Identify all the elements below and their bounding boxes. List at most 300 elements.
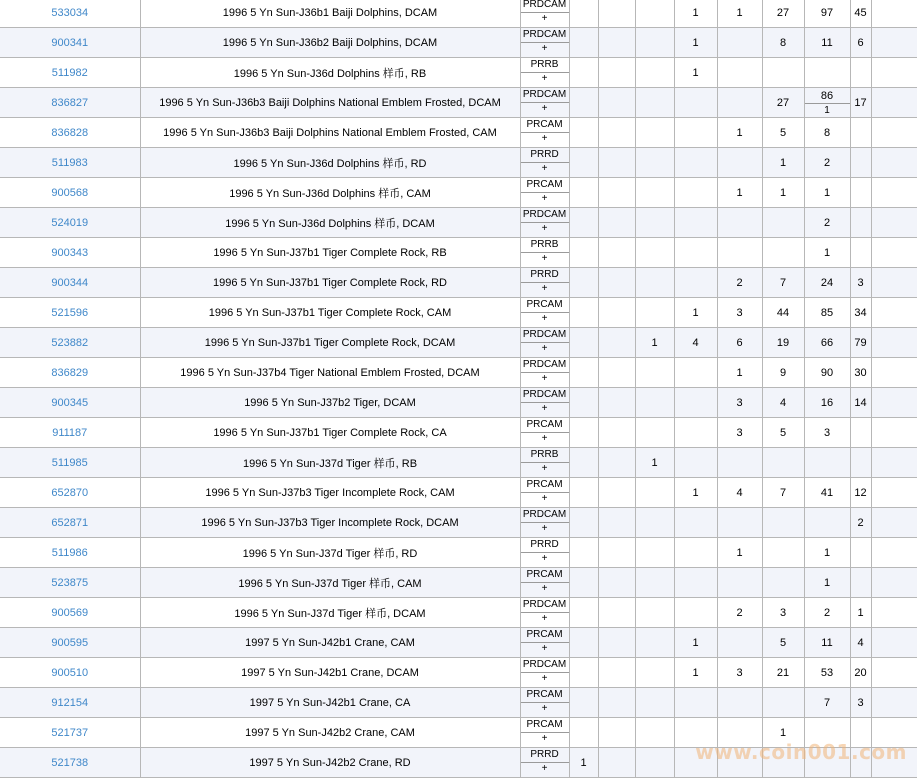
cert-number-link[interactable]: 900344 bbox=[51, 276, 89, 289]
coin-description: 1996 5 Yn Sun-J36d Dolphins 样币, RD bbox=[140, 148, 520, 178]
population-count bbox=[569, 598, 598, 628]
cert-cell bbox=[0, 178, 140, 208]
cert-number-link[interactable]: 523875 bbox=[51, 576, 89, 589]
cert-cell bbox=[0, 478, 140, 508]
population-count: 1 bbox=[635, 448, 674, 478]
population-count bbox=[804, 718, 850, 748]
population-count bbox=[762, 748, 804, 778]
cert-cell bbox=[0, 508, 140, 538]
cert-number-link[interactable]: 652870 bbox=[51, 486, 89, 499]
cert-cell bbox=[0, 568, 140, 598]
population-count bbox=[635, 268, 674, 298]
population-count: 79 bbox=[850, 328, 871, 358]
population-count bbox=[635, 718, 674, 748]
cert-number-link[interactable]: 523882 bbox=[51, 336, 89, 349]
cert-number-link[interactable]: 900569 bbox=[51, 606, 89, 619]
population-count bbox=[635, 0, 674, 28]
population-count: 12 bbox=[850, 478, 871, 508]
population-count bbox=[717, 148, 762, 178]
population-count bbox=[598, 178, 635, 208]
grade-label: PRDCAM bbox=[521, 208, 569, 223]
site-watermark: www.coin001.com bbox=[695, 740, 907, 764]
coin-description: 1996 5 Yn Sun-J37b1 Tiger Complete Rock, CA bbox=[140, 418, 520, 448]
coin-description: 1997 5 Yn Sun-J42b1 Crane, DCAM bbox=[140, 658, 520, 688]
population-count bbox=[674, 208, 717, 238]
population-count bbox=[850, 748, 871, 778]
grade-designation-cell bbox=[520, 718, 569, 748]
cert-number-link[interactable]: 900595 bbox=[51, 636, 89, 649]
population-count: 2 bbox=[804, 148, 850, 178]
cert-cell bbox=[0, 388, 140, 418]
cert-number-link[interactable]: 511985 bbox=[51, 456, 88, 469]
plus-grade-label: + bbox=[541, 733, 548, 744]
table-row bbox=[0, 718, 917, 748]
population-count bbox=[569, 268, 598, 298]
coin-description: 1996 5 Yn Sun-J36d Dolphins 样币, DCAM bbox=[140, 208, 520, 238]
population-count: 7 bbox=[762, 268, 804, 298]
coin-description: 1996 5 Yn Sun-J36b1 Baiji Dolphins, DCAM bbox=[140, 0, 520, 28]
grade-designation-cell bbox=[520, 298, 569, 328]
population-count bbox=[598, 598, 635, 628]
grade-designation-cell bbox=[520, 508, 569, 538]
cert-cell bbox=[0, 298, 140, 328]
population-count: 3 bbox=[804, 418, 850, 448]
population-count bbox=[871, 448, 917, 478]
population-count: 24 bbox=[804, 268, 850, 298]
population-count: 1 bbox=[717, 0, 762, 28]
plus-grade-label: + bbox=[541, 403, 548, 414]
cert-cell bbox=[0, 538, 140, 568]
grade-label: PRDCAM bbox=[521, 0, 569, 13]
cert-number-link[interactable]: 511983 bbox=[51, 156, 88, 169]
plus-grade-label: + bbox=[541, 493, 548, 504]
table-row bbox=[0, 208, 917, 238]
population-count bbox=[871, 478, 917, 508]
population-count: 1 bbox=[674, 0, 717, 28]
table-row bbox=[0, 418, 917, 448]
population-count: 3 bbox=[762, 598, 804, 628]
table-row bbox=[0, 88, 917, 118]
population-count bbox=[635, 88, 674, 118]
table-row bbox=[0, 598, 917, 628]
plus-grade-label: + bbox=[541, 763, 548, 774]
population-count: 1 bbox=[674, 658, 717, 688]
grade-label: PRCAM bbox=[521, 298, 569, 313]
population-count bbox=[717, 448, 762, 478]
population-count bbox=[717, 628, 762, 658]
population-count: 11 bbox=[804, 628, 850, 658]
population-count: 90 bbox=[804, 358, 850, 388]
population-count bbox=[850, 448, 871, 478]
population-count bbox=[569, 508, 598, 538]
population-count bbox=[871, 0, 917, 28]
population-count: 4 bbox=[762, 388, 804, 418]
population-plus-count: 1 bbox=[824, 105, 830, 116]
population-count: 2 bbox=[804, 598, 850, 628]
grade-label: PRCAM bbox=[521, 688, 569, 703]
population-count: 16 bbox=[804, 388, 850, 418]
population-count bbox=[674, 268, 717, 298]
population-count: 1 bbox=[717, 178, 762, 208]
grade-label: PRRB bbox=[521, 448, 569, 463]
population-count bbox=[674, 748, 717, 778]
population-count bbox=[569, 478, 598, 508]
grade-designation-cell bbox=[520, 388, 569, 418]
population-count: 4 bbox=[674, 328, 717, 358]
population-count bbox=[635, 748, 674, 778]
cert-number-link[interactable]: 836829 bbox=[51, 366, 89, 379]
plus-grade-label: + bbox=[541, 643, 548, 654]
population-count bbox=[569, 328, 598, 358]
population-count bbox=[635, 178, 674, 208]
grade-label: PRRB bbox=[521, 238, 569, 253]
population-count: 1 bbox=[762, 178, 804, 208]
cert-number-link[interactable]: 900345 bbox=[51, 396, 89, 409]
population-count bbox=[569, 0, 598, 28]
population-count bbox=[674, 238, 717, 268]
plus-grade-label: + bbox=[541, 193, 548, 204]
grade-designation-cell bbox=[520, 118, 569, 148]
population-count bbox=[598, 148, 635, 178]
grade-designation-cell bbox=[520, 58, 569, 88]
grade-label: PRDCAM bbox=[521, 508, 569, 523]
population-count bbox=[871, 508, 917, 538]
coin-description: 1996 5 Yn Sun-J36b2 Baiji Dolphins, DCAM bbox=[140, 28, 520, 58]
population-count bbox=[674, 688, 717, 718]
population-count bbox=[598, 208, 635, 238]
cert-number-link[interactable]: 912154 bbox=[51, 696, 89, 709]
cert-number-link[interactable]: 836828 bbox=[51, 126, 89, 139]
grade-designation-cell bbox=[520, 28, 569, 58]
population-count bbox=[569, 538, 598, 568]
grade-designation-cell bbox=[520, 148, 569, 178]
population-count: 1 bbox=[674, 28, 717, 58]
coin-description: 1996 5 Yn Sun-J37b2 Tiger, DCAM bbox=[140, 388, 520, 418]
cert-number-link[interactable]: 900341 bbox=[51, 36, 89, 49]
population-count bbox=[569, 628, 598, 658]
population-count: 1 bbox=[674, 298, 717, 328]
population-count bbox=[762, 568, 804, 598]
cert-number-link[interactable]: 900568 bbox=[51, 186, 89, 199]
table-row bbox=[0, 328, 917, 358]
population-count bbox=[598, 568, 635, 598]
population-count bbox=[635, 118, 674, 148]
population-count bbox=[635, 478, 674, 508]
table-row bbox=[0, 538, 917, 568]
cert-cell bbox=[0, 118, 140, 148]
cert-number-link[interactable]: 521738 bbox=[51, 756, 89, 769]
population-count: 34 bbox=[850, 298, 871, 328]
population-count bbox=[717, 508, 762, 538]
population-count bbox=[569, 148, 598, 178]
coin-description: 1997 5 Yn Sun-J42b1 Crane, CA bbox=[140, 688, 520, 718]
cert-number-link[interactable]: 511986 bbox=[51, 546, 88, 559]
cert-cell bbox=[0, 448, 140, 478]
population-count bbox=[674, 598, 717, 628]
population-count bbox=[598, 748, 635, 778]
population-count bbox=[635, 628, 674, 658]
population-count bbox=[717, 88, 762, 118]
population-count: 5 bbox=[762, 418, 804, 448]
cert-cell bbox=[0, 628, 140, 658]
population-count bbox=[598, 688, 635, 718]
cert-number-link[interactable]: 511982 bbox=[51, 66, 88, 79]
population-count bbox=[635, 388, 674, 418]
coin-description: 1996 5 Yn Sun-J37d Tiger 样币, RB bbox=[140, 448, 520, 478]
table-row bbox=[0, 628, 917, 658]
population-count bbox=[871, 118, 917, 148]
population-count: 86 bbox=[805, 88, 850, 104]
population-count: 3 bbox=[717, 418, 762, 448]
population-count bbox=[569, 568, 598, 598]
population-count bbox=[569, 448, 598, 478]
population-count bbox=[850, 538, 871, 568]
population-count bbox=[598, 88, 635, 118]
grade-label: PRDCAM bbox=[521, 328, 569, 343]
grade-label: PRDCAM bbox=[521, 598, 569, 613]
population-count: 1 bbox=[674, 478, 717, 508]
cert-number-link[interactable]: 524019 bbox=[51, 216, 89, 229]
population-count bbox=[635, 568, 674, 598]
population-count bbox=[635, 418, 674, 448]
population-count bbox=[871, 178, 917, 208]
population-count bbox=[717, 28, 762, 58]
population-count bbox=[871, 328, 917, 358]
population-count bbox=[871, 268, 917, 298]
cert-cell bbox=[0, 718, 140, 748]
population-count: 1 bbox=[804, 238, 850, 268]
grade-designation-cell bbox=[520, 658, 569, 688]
population-count bbox=[871, 688, 917, 718]
population-count bbox=[674, 508, 717, 538]
grade-designation-cell bbox=[520, 178, 569, 208]
population-count: 1 bbox=[804, 568, 850, 598]
coin-description: 1996 5 Yn Sun-J37b1 Tiger Complete Rock, CAM bbox=[140, 298, 520, 328]
table-row bbox=[0, 688, 917, 718]
population-count bbox=[871, 538, 917, 568]
population-count: 2 bbox=[717, 268, 762, 298]
population-count bbox=[674, 538, 717, 568]
cert-cell bbox=[0, 208, 140, 238]
table-row bbox=[0, 58, 917, 88]
grade-designation-cell bbox=[520, 448, 569, 478]
plus-grade-label: + bbox=[541, 283, 548, 294]
population-count bbox=[569, 358, 598, 388]
population-count: 4 bbox=[717, 478, 762, 508]
population-count bbox=[569, 658, 598, 688]
population-count bbox=[871, 148, 917, 178]
population-count bbox=[717, 238, 762, 268]
population-count bbox=[635, 298, 674, 328]
population-count bbox=[717, 748, 762, 778]
grade-designation-cell bbox=[520, 238, 569, 268]
population-count: 53 bbox=[804, 658, 850, 688]
coin-description: 1997 5 Yn Sun-J42b2 Crane, RD bbox=[140, 748, 520, 778]
population-count: 27 bbox=[762, 88, 804, 118]
plus-grade-label: + bbox=[541, 523, 548, 534]
population-count bbox=[598, 0, 635, 28]
population-count bbox=[635, 538, 674, 568]
grade-designation-cell bbox=[520, 418, 569, 448]
table-row bbox=[0, 28, 917, 58]
grade-label: PRCAM bbox=[521, 568, 569, 583]
population-count bbox=[569, 238, 598, 268]
population-count bbox=[850, 418, 871, 448]
population-count: 20 bbox=[850, 658, 871, 688]
population-count bbox=[717, 568, 762, 598]
grade-label: PRRD bbox=[521, 148, 569, 163]
population-count: 1 bbox=[850, 598, 871, 628]
population-count: 8 bbox=[762, 28, 804, 58]
population-count bbox=[569, 88, 598, 118]
grade-label: PRDCAM bbox=[521, 88, 569, 103]
grade-label: PRDCAM bbox=[521, 28, 569, 43]
plus-grade-label: + bbox=[541, 313, 548, 324]
population-count bbox=[598, 538, 635, 568]
population-count: 1 bbox=[635, 328, 674, 358]
coin-description: 1996 5 Yn Sun-J37d Tiger 样币, DCAM bbox=[140, 598, 520, 628]
grade-designation-cell bbox=[520, 358, 569, 388]
grade-designation-cell bbox=[520, 0, 569, 28]
cert-cell bbox=[0, 418, 140, 448]
cert-number-link[interactable]: 652871 bbox=[51, 516, 89, 529]
population-count bbox=[635, 208, 674, 238]
population-count bbox=[762, 688, 804, 718]
population-count: 41 bbox=[804, 478, 850, 508]
population-count: 5 bbox=[762, 118, 804, 148]
population-count bbox=[762, 58, 804, 88]
plus-grade-label: + bbox=[541, 433, 548, 444]
grade-designation-cell bbox=[520, 478, 569, 508]
population-count bbox=[871, 208, 917, 238]
population-count bbox=[569, 418, 598, 448]
coin-description: 1996 5 Yn Sun-J36d Dolphins 样币, CAM bbox=[140, 178, 520, 208]
cert-cell bbox=[0, 658, 140, 688]
plus-grade-label: + bbox=[541, 373, 548, 384]
plus-grade-label: + bbox=[541, 223, 548, 234]
grade-designation-cell bbox=[520, 208, 569, 238]
population-count bbox=[762, 208, 804, 238]
coin-description: 1996 5 Yn Sun-J36b3 Baiji Dolphins National Emblem Frosted, DCAM bbox=[140, 88, 520, 118]
population-count bbox=[635, 658, 674, 688]
grade-label: PRCAM bbox=[521, 628, 569, 643]
population-count bbox=[850, 238, 871, 268]
population-count: 21 bbox=[762, 658, 804, 688]
plus-grade-label: + bbox=[541, 463, 548, 474]
grade-label: PRCAM bbox=[521, 418, 569, 433]
population-count bbox=[598, 268, 635, 298]
population-count bbox=[598, 418, 635, 448]
coin-description: 1997 5 Yn Sun-J42b2 Crane, CAM bbox=[140, 718, 520, 748]
population-count bbox=[598, 388, 635, 418]
population-count bbox=[598, 328, 635, 358]
population-count: 1 bbox=[674, 628, 717, 658]
table-row bbox=[0, 478, 917, 508]
population-count bbox=[635, 358, 674, 388]
population-count: 45 bbox=[850, 0, 871, 28]
cert-number-link[interactable]: 836827 bbox=[51, 96, 89, 109]
population-count bbox=[674, 178, 717, 208]
coin-description: 1996 5 Yn Sun-J37b3 Tiger Incomplete Rock, DCAM bbox=[140, 508, 520, 538]
population-count: 44 bbox=[762, 298, 804, 328]
population-count bbox=[762, 238, 804, 268]
population-count bbox=[674, 448, 717, 478]
population-count bbox=[717, 718, 762, 748]
population-count bbox=[674, 718, 717, 748]
population-count: 6 bbox=[850, 28, 871, 58]
population-count bbox=[717, 688, 762, 718]
population-count: 2 bbox=[717, 598, 762, 628]
grade-designation-cell bbox=[520, 538, 569, 568]
population-count: 3 bbox=[850, 688, 871, 718]
population-count bbox=[635, 598, 674, 628]
population-count bbox=[598, 508, 635, 538]
table-row bbox=[0, 508, 917, 538]
table-row bbox=[0, 238, 917, 268]
grade-designation-cell bbox=[520, 88, 569, 118]
population-count bbox=[850, 208, 871, 238]
population-count bbox=[762, 538, 804, 568]
population-count bbox=[871, 358, 917, 388]
cert-number-link[interactable]: 900343 bbox=[51, 246, 89, 259]
population-count: 97 bbox=[804, 0, 850, 28]
population-count: 1 bbox=[717, 358, 762, 388]
population-count: 1 bbox=[804, 178, 850, 208]
population-count bbox=[871, 568, 917, 598]
population-count: 3 bbox=[717, 298, 762, 328]
grade-label: PRDCAM bbox=[521, 658, 569, 673]
population-count bbox=[635, 508, 674, 538]
population-count bbox=[598, 658, 635, 688]
coin-description: 1996 5 Yn Sun-J37b4 Tiger National Emblem Frosted, DCAM bbox=[140, 358, 520, 388]
coin-description: 1996 5 Yn Sun-J36b3 Baiji Dolphins National Emblem Frosted, CAM bbox=[140, 118, 520, 148]
population-count: 1 bbox=[569, 748, 598, 778]
table-row bbox=[0, 268, 917, 298]
population-count: 6 bbox=[717, 328, 762, 358]
grade-designation-cell bbox=[520, 598, 569, 628]
population-count: 8 bbox=[804, 118, 850, 148]
cert-number-link[interactable]: 911187 bbox=[52, 426, 88, 439]
population-count: 2 bbox=[804, 208, 850, 238]
population-count bbox=[674, 148, 717, 178]
grade-designation-cell bbox=[520, 568, 569, 598]
plus-grade-label: + bbox=[541, 343, 548, 354]
population-count bbox=[871, 418, 917, 448]
grade-label: PRDCAM bbox=[521, 388, 569, 403]
cert-cell bbox=[0, 28, 140, 58]
table-row bbox=[0, 448, 917, 478]
plus-grade-label: + bbox=[541, 13, 548, 24]
population-count bbox=[598, 448, 635, 478]
population-count bbox=[850, 148, 871, 178]
cert-number-link[interactable]: 900510 bbox=[51, 666, 89, 679]
population-count bbox=[598, 298, 635, 328]
population-count: 3 bbox=[850, 268, 871, 298]
population-count bbox=[804, 448, 850, 478]
population-count bbox=[717, 58, 762, 88]
population-count bbox=[635, 28, 674, 58]
population-count bbox=[804, 58, 850, 88]
cert-number-link[interactable]: 533034 bbox=[51, 6, 89, 19]
cert-number-link[interactable]: 521596 bbox=[51, 306, 89, 319]
population-count bbox=[804, 508, 850, 538]
population-count bbox=[674, 418, 717, 448]
population-count bbox=[674, 118, 717, 148]
cert-number-link[interactable]: 521737 bbox=[51, 726, 89, 739]
grade-label: PRDCAM bbox=[521, 358, 569, 373]
population-count: 66 bbox=[804, 328, 850, 358]
plus-grade-label: + bbox=[541, 703, 548, 714]
